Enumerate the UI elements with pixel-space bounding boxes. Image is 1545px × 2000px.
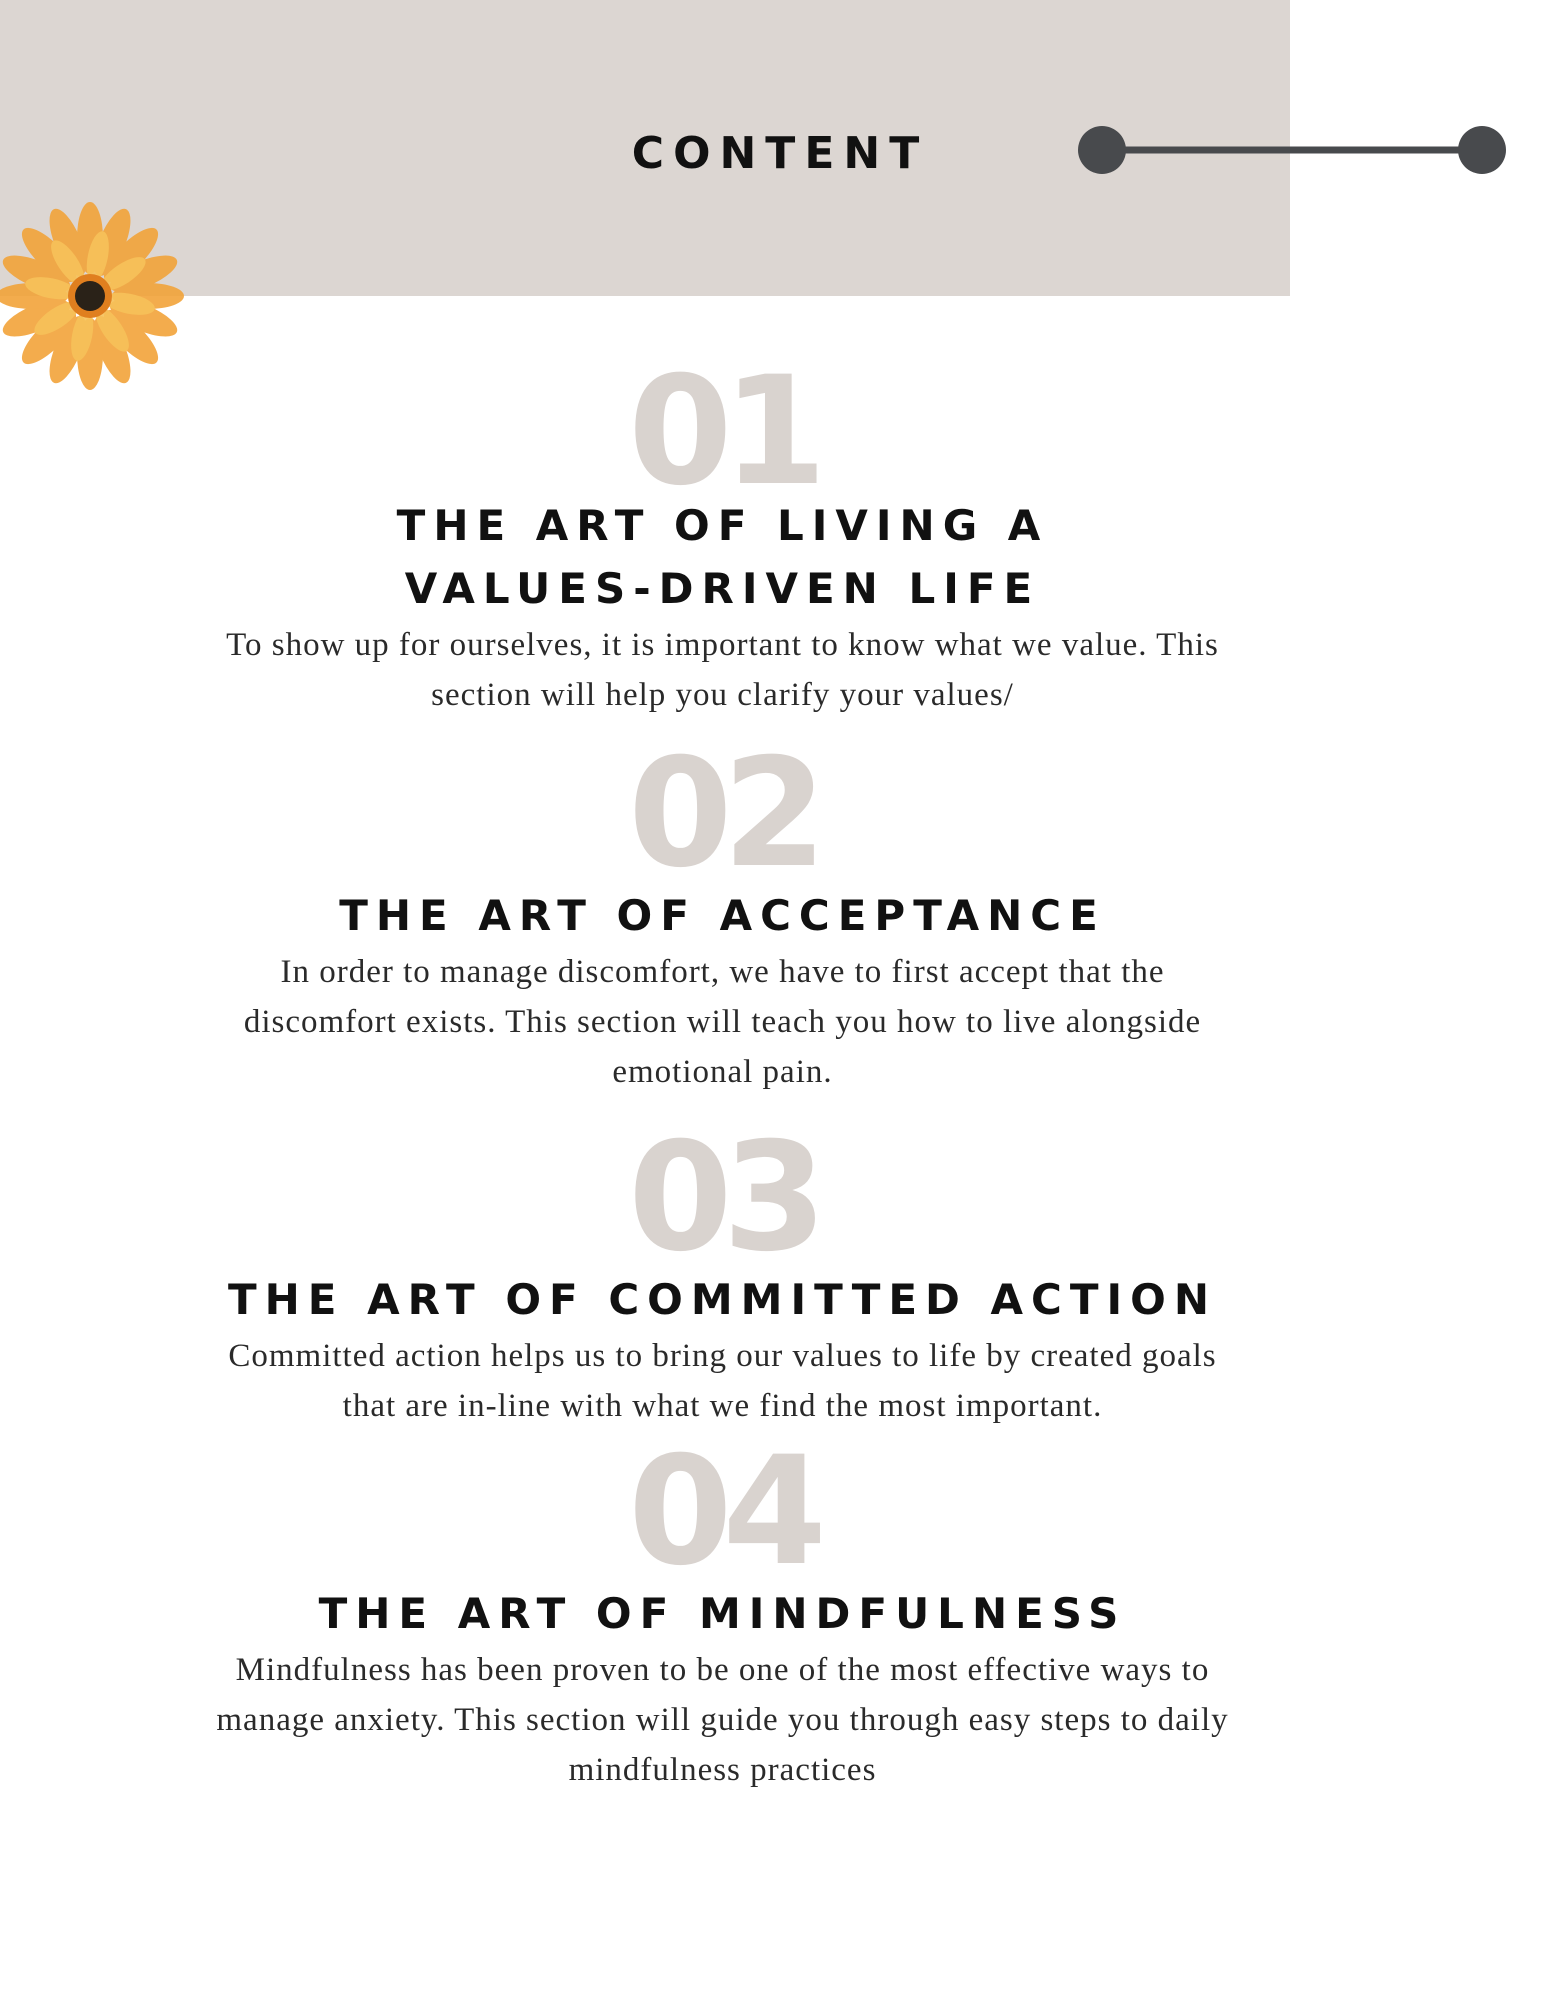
- section-04: [200, 1425, 1245, 1795]
- section-number: 01: [628, 345, 817, 519]
- section-title: THE ART OF MINDFULNESS: [318, 1589, 1127, 1638]
- page-title: CONTENT: [631, 128, 929, 179]
- section-description: In order to manage discomfort, we have to first accept that the discomfort exists. This section will teach you how to live alongside emotional pain.: [243, 954, 1202, 1090]
- section-03: [200, 1111, 1245, 1431]
- section-number: 03: [628, 1111, 817, 1285]
- timeline-connector-icon: [1077, 125, 1507, 175]
- section-number: 04: [628, 1425, 817, 1599]
- section-title: THE ART OF ACCEPTANCE: [339, 891, 1106, 940]
- section-title: THE ART OF COMMITTED ACTION: [227, 1275, 1217, 1324]
- section-02: [200, 727, 1245, 1097]
- section-description: Mindfulness has been proven to be one of the most effective ways to manage anxiety. This section will guide you through easy steps to daily mindfulness practices: [216, 1652, 1229, 1788]
- orange-flower-icon: [0, 196, 185, 396]
- section-title: THE ART OF LIVING A VALUES-DRIVEN LIFE: [396, 501, 1049, 613]
- section-number: 02: [628, 727, 817, 901]
- section-description: To show up for ourselves, it is important to know what we value. This section will help you clarify your values/: [226, 627, 1219, 713]
- section-01: [200, 345, 1245, 720]
- section-description: Committed action helps us to bring our values to life by created goals that are in-line with what we find the most important.: [228, 1338, 1217, 1424]
